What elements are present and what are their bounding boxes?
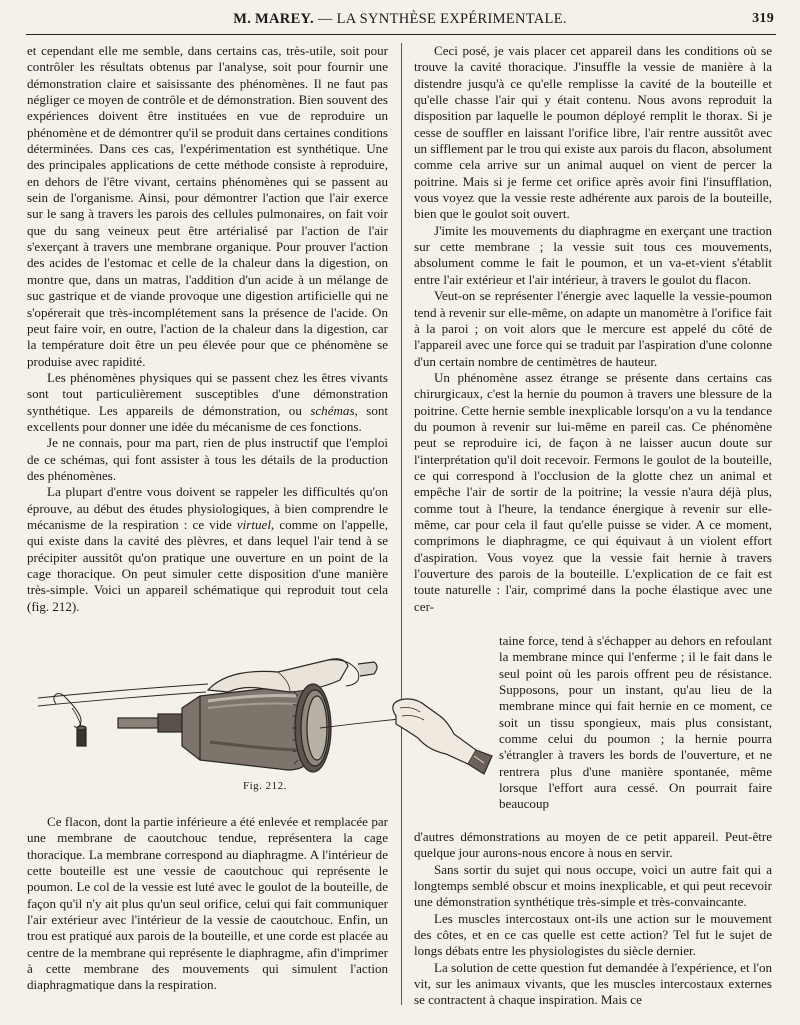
right-paragraph-4-part-c: d'autres démonstrations au moyen de ce petit appareil. Peut-être quelque jour aurons-nous encore à nous en servir. — [414, 829, 772, 861]
header-separator: — — [317, 11, 333, 27]
running-title — [26, 11, 774, 28]
running-header — [26, 9, 774, 33]
right-column-bottom — [414, 829, 772, 1009]
left-paragraph-2 — [27, 370, 388, 435]
right-paragraph-1: Ceci posé, je vais placer cet appareil dans les conditions où se trouve la cavité thoracique. J'insuffle la vessie de manière à la distendre jusqu'à ce qu'elle remplisse la cavité de la bouteille et qu'elle chasse l'air qui y était contenu. Nous avons reproduit la disposition par laquelle le poumon déployé remplit le thorax. Si je cesse de souffler en laissant l'orifice libre, l'air rentre aussitôt avec un sifflement par le trou qui existe aux parois du flacon, absolument comme cela arrive sur un animal auquel on vient de percer la poitrine. Mais si je ferme cet orifice après avoir fini l'insufflation, vous voyez que la vessie reste adhérente aux parois de la bouteille, bien que le goulot soit ouvert. — [414, 43, 772, 222]
left-paragraph-3: Je ne connais, pour ma part, rien de plus instructif que l'emploi de ce schémas, qui font assister à tous les détails de la production des phénomènes. — [27, 435, 388, 483]
figure-caption: Fig. 212. — [243, 780, 287, 792]
left-paragraph-5: Ce flacon, dont la partie inférieure a été enlevée et remplacée par une membrane de caoutchouc tendue, représentera la cage thoracique. La membrane correspond au diaphragme. A l'intérieur de cette bouteille est une vessie de caoutchouc qui représente le poumon. Le col de la vessie est luté avec le goulot de la bouteille, de façon qu'il n'y ait plus qu'un seul orifice, celui qui fait communiquer l'air extérieur avec l'intérieur de la vessie de caoutchouc. Enfin, un trou est pratiqué aux parois de la bouteille, et une corde est placée au centre de la membrane qui représente le diaphragme, afin d'imprimer à cette membrane des mouvements qui simulent l'action diaphragmatique dans la respiration. — [27, 814, 388, 993]
left-paragraph-1: et cependant elle me semble, dans certains cas, très-utile, soit pour contrôler les résultats obtenus par l'analyse, soit pour fournir une démonstration claire et saisissante des phénomènes. Il ne faut pas négliger ce moyen de contrôle et de démonstration. Bien souvent des expériences doivent être instituées en vue de reproduire un phénomène et de démontrer qu'il se produit dans certaines conditions déterminées. Dans ces cas, l'expérimentation est synthétique. Une des principales applications de cette méthode consiste à reproduire, en dehors de l'être vivant, certains phénomènes qui se passent au sein de l'organisme. Ainsi, pour démontrer l'action que l'air exerce sur le sang à travers les parois des cellules pulmonaires, on fait voir que du sang veineux peut être artérialisé par l'action de l'air s'exerçant à travers une membrane organique. Pour prouver l'action des acides de l'estomac et celle de la chaleur dans la digestion, on montre que, dans un matras, l'addition d'un acide à un mélange de suc gastrique et de viande provoque une digestion artificielle qui ne s'opérerait que très-incomplétement sans la présence de l'acide. On peut faire voir, en outre, l'action de la chaleur dans la digestion, car la température doit être un peu élevée pour que ce phénomène se produise avec rapidité. — [27, 43, 388, 369]
right-paragraph-4-part-b: taine force, tend à s'échapper au dehors en refoulant la membrane mince qui l'enferme ; il le fait dans le seul point où les parois offrent peu de résistance. Supposons, pour un instant, qu'au lieu de la membrane mince qui fait hernie en ce moment, ce soit un tissu spongieux, mais plus consistant, comme celui du poumon ; la hernie pourra s'étrangler à travers les bords de l'ouverture, et ne rentrera plus d'une manière spontanée, même lorsque l'effort aura cessé. On pourrait faire beaucoup — [499, 633, 772, 812]
right-paragraph-4-part-a: Un phénomène assez étrange se présente dans certains cas chirurgicaux, c'est la hernie du poumon à travers une blessure de la poitrine. Cette hernie semble inexplicable lorsqu'on a vu la tendance du poumon à revenir sur lui-même en pareil cas. Ce phénomène peut se reproduire ici, de façon à ne laisser aucun doute sur l'interprétation qu'il doit recevoir. Fermons le goulot de la bouteille, ce qui correspond à l'occlusion de la glotte chez un animal et empêche l'air de sortir de la poitrine; la vessie n'aura déjà plus, comme tout à l'heure, la tendance énergique à revenir sur elle-même, car pour cela il faut qu'elle puisse se vider. A ce moment, comprimons le diaphragme, ce qui équivaut à un violent effort d'aspiration. Vous voyez que la vessie fait hernie à travers l'ouverture des parois de la bouteille. L'explication de ce fait est toute naturelle : l'air, comprimé dans la poche élastique avec une cer- — [414, 369, 772, 614]
right-paragraph-7: La solution de cette question fut demandée à l'expérience, et l'on vit, sur les animaux vivants, que les muscles intercostaux externes se contractent à chaque inspiration. Mais ce — [414, 959, 772, 1008]
author-name: M. MAREY. — [233, 11, 314, 27]
left-paragraph-2-text-b: , sont excellents pour donner une idée du mécanisme de ces fonctions. — [27, 402, 388, 434]
right-paragraph-3: Veut-on se représenter l'énergie avec laquelle la vessie-poumon tend à revenir sur elle-même, on adapte un manomètre à l'orifice fait à la paroi ; on voit alors que le mercure est appelé du côté de l'appareil avec une force qui se traduit par l'aspiration d'une colonne d'un certain nombre de centimètres de hauteur. — [414, 288, 772, 369]
right-paragraph-5: Sans sortir du sujet qui nous occupe, voici un autre fait qui a longtemps semblé obscur et moins inexplicable, et qui peut recevoir une démonstration synthétique très-simple et très-convaincante. — [414, 861, 772, 910]
left-paragraph-4-text-b: , comme on l'appelle, qui existe dans la cavité des plèvres, et dans lequel l'air tend à se précipiter aussitôt qu'on pratique une ouverture en un point de la cage thoracique. On peut simuler cette disposition d'une manière très-simple. Voici un appareil schématique qui reproduit tout cela (fig. 212). — [27, 516, 388, 614]
header-rule — [26, 34, 776, 35]
book-title: LA SYNTHÈSE EXPÉRIMENTALE. — [336, 11, 567, 27]
right-paragraph-6: Les muscles intercostaux ont-ils une action sur le mouvement des côtes, et en ce cas quelle est cette action? Tel fut le sujet de longs débats entre les physiologistes du siècle dernier. — [414, 910, 772, 959]
column-divider — [401, 43, 402, 1005]
left-paragraph-4 — [27, 484, 388, 615]
left-column-top — [27, 43, 388, 615]
left-paragraph-2-text-a: Les phénomènes physiques qui se passent chez les êtres vivants sont tout particulièrement susceptibles d'une démonstration synthétique. Les appareils de démonstration, ou — [27, 369, 388, 418]
right-paragraph-2: J'imite les mouvements du diaphragme en exerçant une traction sur cette membrane ; la vessie suit tous ces mouvements, absolument comme le fait le poumon, et un va-et-vient s'établit entre l'air extérieur et l'air intérieur, à travers le goulot du flacon. — [414, 222, 772, 287]
right-column-top — [414, 43, 772, 615]
schemas-term: schémas — [310, 402, 355, 418]
virtuel-term: virtuel — [236, 516, 271, 532]
right-column-narrow — [499, 633, 772, 813]
page-number: 319 — [752, 11, 774, 26]
left-column-bottom — [27, 814, 388, 994]
left-paragraph-4-text-a: La plupart d'entre vous doivent se rappeler les difficultés qu'on éprouve, au début des études physiologiques, à bien comprendre le mécanisme de la respiration : ce vide — [27, 484, 388, 532]
